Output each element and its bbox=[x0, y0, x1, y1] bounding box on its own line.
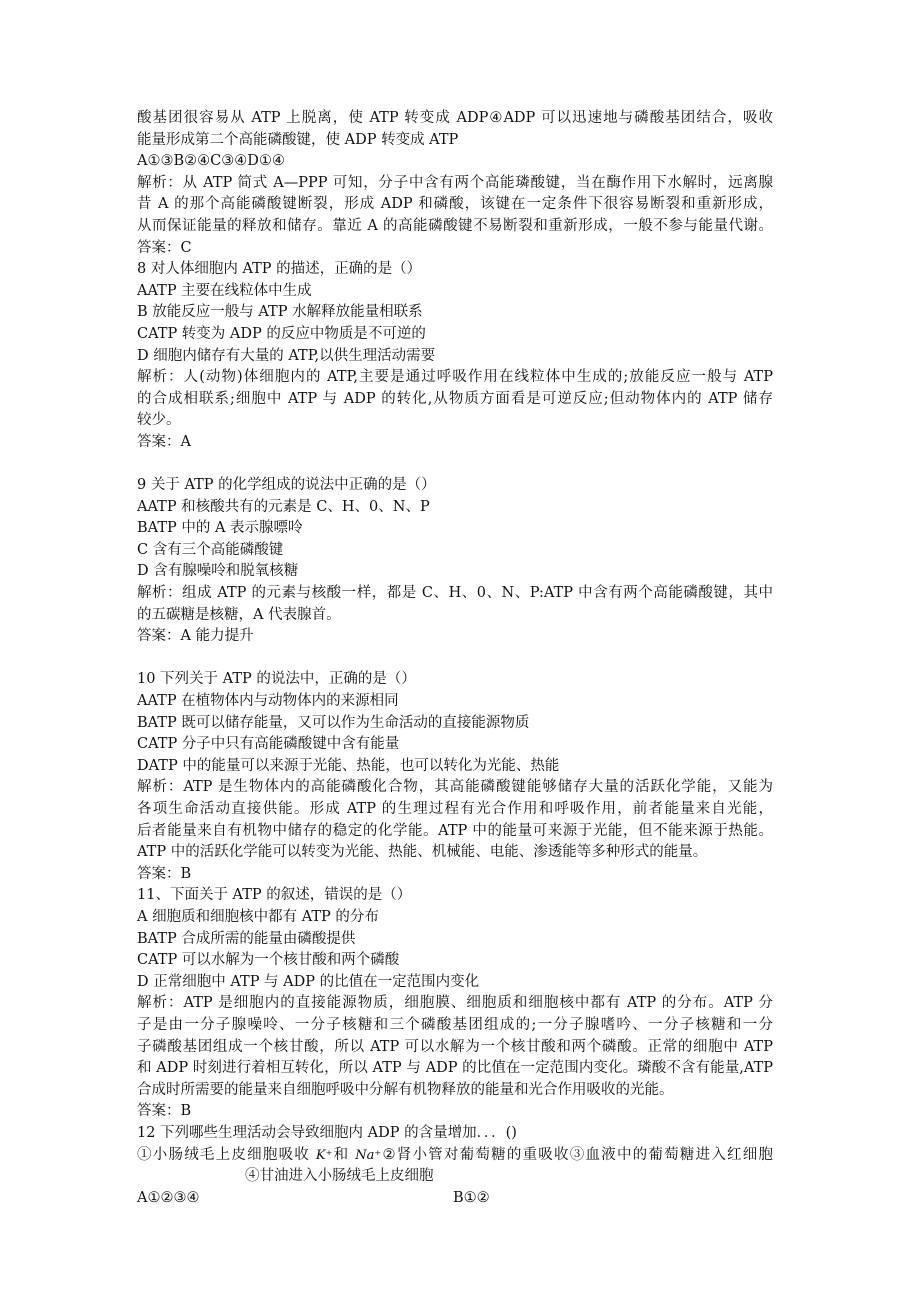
analysis-text: 子磷酸基团组成一个核甘酸，所以 ATP 可以水解为一个核甘酸和两个磷酸。正常的细胞中 ATP bbox=[137, 1038, 773, 1055]
answer-options: A①③B②④C③④D①④ bbox=[137, 153, 285, 170]
analysis-text: 的五碳糖是核糖，A 代表腺首。 bbox=[137, 606, 341, 623]
question-12-statement-4: ④甘油进入小肠绒毛上皮细胞 bbox=[245, 1168, 434, 1185]
option-d: D 含有腺噪呤和脱氧核糖 bbox=[137, 563, 299, 580]
analysis-text: 解析：ATP 是细胞内的直接能源物质，细胞膜、细胞质和细胞核中都有 ATP 的分布。ATP 分 bbox=[137, 995, 773, 1012]
option-d: DATP 中的能量可以来源于光能、热能，也可以转化为光能、热能 bbox=[137, 757, 560, 774]
analysis-text: 较少。 bbox=[137, 412, 181, 429]
question-8-title: 8 对人体细胞内 ATP 的描述，正确的是（） bbox=[137, 261, 422, 278]
option-d: D 细胞内储存有大量的 ATP,以供生理活动需要 bbox=[137, 347, 436, 364]
analysis-text: 子是由一分子腺噪呤、一分子核糖和三个磷酸基团组成的;一分子腺嗜吟、一分子核糖和一分 bbox=[137, 1016, 773, 1033]
option-a: AATP 主要在线粒体中生成 bbox=[137, 282, 312, 299]
text-line: 酸基团很容易从 ATP 上脱离，使 ATP 转变成 ADP④ADP 可以迅速地与磷酸基团结合，吸收 bbox=[137, 110, 773, 126]
option-a: AATP 和核酸共有的元素是 C、H、0、N、P bbox=[137, 498, 430, 515]
answer-line: 答案：A 能力提升 bbox=[137, 628, 254, 645]
option-c: C 含有三个高能磷酸键 bbox=[137, 541, 284, 558]
analysis-text: 解析：ATP 是生物体内的高能磷酸化合物，其高能磷酸键能够储存大量的活跃化学能，又能为 bbox=[137, 779, 773, 796]
option-a: AATP 在植物体内与动物体内的来源相同 bbox=[137, 693, 399, 710]
text-line: 能量形成第二个高能磷酸键，使 ADP 转变成 ATP bbox=[137, 131, 459, 148]
blank-line bbox=[137, 454, 773, 476]
option-b: B 放能反应一般与 ATP 水解释放能量相联系 bbox=[137, 304, 423, 321]
option-a: A①②③④ bbox=[137, 1189, 200, 1206]
statement-text: ②肾小管对葡萄糖的重吸收③血液中的葡萄糖进入红细胞 bbox=[381, 1146, 774, 1163]
question-12-title: 12 下列哪些生理活动会导致细胞内 ADP 的含量增加．．．() bbox=[137, 1124, 517, 1141]
analysis-text: 的合成相联系;细胞中 ATP 与 ADP 的转化,从物质方面看是可逆反应;但动物体内的 ATP 储存 bbox=[137, 390, 773, 407]
analysis-text: 合成时所需要的能量来自细胞呼吸中分解有机物释放的能量和光合作用吸收的光能。 bbox=[137, 1081, 674, 1098]
blank-line bbox=[137, 648, 773, 670]
option-d: D 正常细胞中 ATP 与 ADP 的比值在一定范围内变化 bbox=[137, 973, 480, 990]
analysis-text: 从而保证能量的释放和储存。靠近 A 的高能磷酸键不易断裂和重新形成，一般不参与能量代谢。 bbox=[137, 217, 773, 234]
analysis-text: 后者能量来自有机物中储存的稳定的化学能。ATP 中的能量可来源于光能，但不能来源于热能。 bbox=[137, 822, 773, 839]
question-10-title: 10 下列关于 ATP 的说法中，正确的是（） bbox=[137, 671, 416, 688]
analysis-text: 昔 A 的那个高能磷酸键断裂，形成 ADP 和磷酸，该键在一定条件下很容易断裂和重新形成， bbox=[137, 196, 773, 213]
option-b: BATP 中的 A 表示腺嘌呤 bbox=[137, 520, 303, 537]
answer-line: 答案：B bbox=[137, 1103, 192, 1120]
document-body bbox=[137, 108, 773, 1209]
analysis-text: 和 ADP 时刻进行着相互转化，所以 ATP 与 ADP 的比值在一定范围内变化。璘酸不含有能量,ATP bbox=[137, 1060, 773, 1077]
sodium-ion: Na⁺ bbox=[355, 1147, 382, 1163]
answer-line: 答案：C bbox=[137, 239, 192, 256]
option-a: A 细胞质和细胞核中都有 ATP 的分布 bbox=[137, 908, 379, 925]
analysis-text: ATP 中的活跃化学能可以转变为光能、热能、机械能、电能、渗透能等多种形式的能量。 bbox=[137, 844, 708, 861]
analysis-text: 解析：组成 ATP 的元素与核酸一样，都是 C、H、0、N、P:ATP 中含有两个高能磷酸键，其中 bbox=[137, 585, 773, 602]
potassium-ion: K⁺ bbox=[315, 1147, 333, 1163]
option-c: CATP 转变为 ADP 的反应中物质是不可逆的 bbox=[137, 325, 426, 342]
option-b: B①② bbox=[453, 1189, 490, 1206]
question-9-title: 9 关于 ATP 的化学组成的说法中正确的是（） bbox=[137, 477, 436, 494]
question-11-title: 11、下面关于 ATP 的叙述，错误的是（） bbox=[137, 887, 412, 904]
option-c: CATP 可以水解为一个核甘酸和两个磷酸 bbox=[137, 952, 400, 969]
analysis-text: 解析：人(动物)体细胞内的 ATP,主要是通过呼吸作用在线粒体中生成的;放能反应一般与 ATP bbox=[137, 369, 773, 386]
option-b: BATP 合成所需的能量由磷酸提供 bbox=[137, 930, 356, 947]
question-12-options bbox=[137, 1188, 773, 1210]
analysis-text: 各项生命活动直接供能。形成 ATP 的生理过程有光合作用和呼吸作用，前者能量来自光能， bbox=[137, 801, 773, 817]
question-12-statements bbox=[137, 1145, 773, 1167]
option-b: BATP 既可以储存能量，又可以作为生命活动的直接能源物质 bbox=[137, 714, 530, 731]
option-c: CATP 分子中只有高能磷酸键中含有能量 bbox=[137, 736, 400, 753]
answer-line: 答案：A bbox=[137, 433, 191, 450]
analysis-text: 解析：从 ATP 简式 A—PPP 可知，分子中含有两个高能璘酸键，当在酶作用下水解时，远离腺 bbox=[137, 174, 773, 191]
answer-line: 答案：B bbox=[137, 865, 192, 882]
statement-text: 和 bbox=[332, 1146, 356, 1163]
statement-text: ①小肠绒毛上皮细胞吸收 bbox=[137, 1146, 316, 1163]
